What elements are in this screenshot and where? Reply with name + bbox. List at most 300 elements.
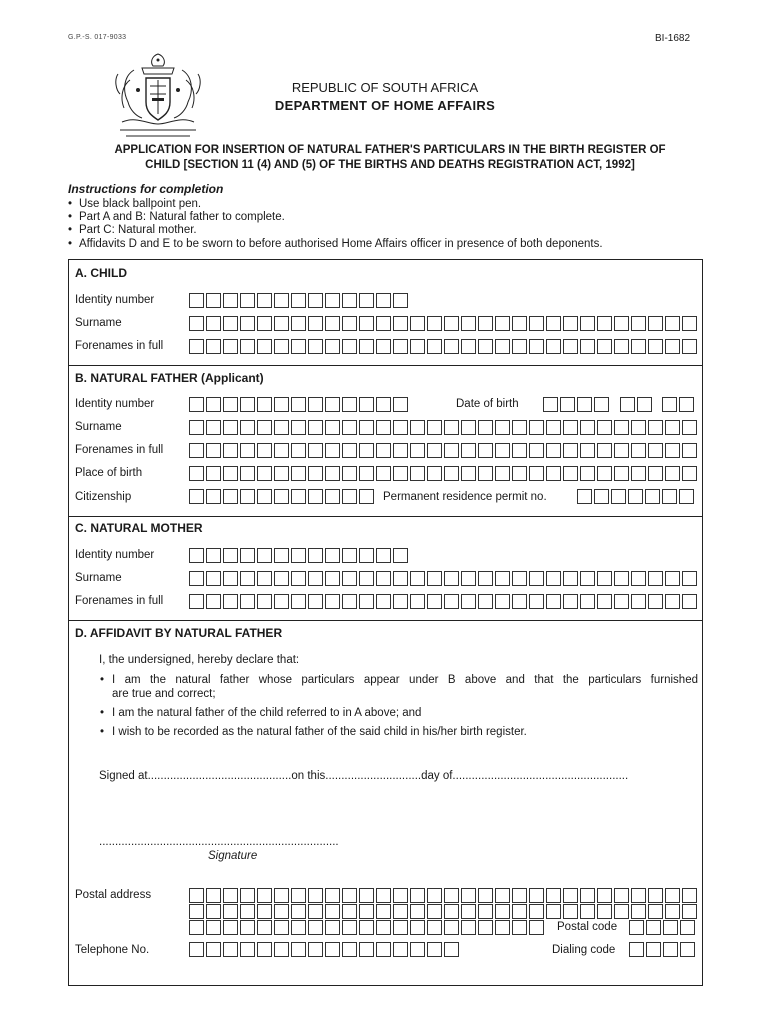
char-box[interactable]: [274, 571, 289, 586]
char-box[interactable]: [427, 904, 442, 919]
char-box[interactable]: [342, 920, 357, 935]
char-box[interactable]: [189, 942, 204, 957]
char-box[interactable]: [342, 420, 357, 435]
char-box[interactable]: [308, 489, 323, 504]
char-box[interactable]: [393, 888, 408, 903]
char-box[interactable]: [308, 888, 323, 903]
char-box[interactable]: [478, 466, 493, 481]
char-box[interactable]: [393, 466, 408, 481]
char-box[interactable]: [682, 339, 697, 354]
char-box[interactable]: [631, 571, 646, 586]
char-box[interactable]: [631, 339, 646, 354]
char-box[interactable]: [206, 594, 221, 609]
char-box[interactable]: [529, 443, 544, 458]
char-box[interactable]: [614, 443, 629, 458]
char-box[interactable]: [410, 904, 425, 919]
char-box[interactable]: [393, 942, 408, 957]
char-box[interactable]: [189, 548, 204, 563]
char-box[interactable]: [665, 339, 680, 354]
char-box[interactable]: [189, 420, 204, 435]
char-box[interactable]: [257, 443, 272, 458]
char-box[interactable]: [444, 594, 459, 609]
char-box[interactable]: [529, 466, 544, 481]
char-box[interactable]: [206, 548, 221, 563]
char-box[interactable]: [665, 466, 680, 481]
char-box[interactable]: [563, 594, 578, 609]
char-box[interactable]: [376, 594, 391, 609]
char-box[interactable]: [563, 443, 578, 458]
char-box[interactable]: [662, 489, 677, 504]
char-box[interactable]: [376, 548, 391, 563]
char-box[interactable]: [291, 466, 306, 481]
signed-at-line[interactable]: Signed at.............................................on this..............................day of.......................................................: [99, 770, 629, 782]
char-box[interactable]: [376, 443, 391, 458]
child-forenames-input[interactable]: [189, 339, 699, 354]
char-box[interactable]: [410, 466, 425, 481]
char-box[interactable]: [359, 888, 374, 903]
char-box[interactable]: [189, 397, 204, 412]
char-box[interactable]: [614, 316, 629, 331]
char-box[interactable]: [240, 942, 255, 957]
char-box[interactable]: [223, 489, 238, 504]
char-box[interactable]: [206, 443, 221, 458]
char-box[interactable]: [274, 397, 289, 412]
char-box[interactable]: [682, 316, 697, 331]
char-box[interactable]: [495, 443, 510, 458]
char-box[interactable]: [257, 316, 272, 331]
char-box[interactable]: [274, 293, 289, 308]
char-box[interactable]: [478, 920, 493, 935]
char-box[interactable]: [206, 920, 221, 935]
char-box[interactable]: [682, 420, 697, 435]
char-box[interactable]: [478, 888, 493, 903]
char-box[interactable]: [563, 904, 578, 919]
char-box[interactable]: [342, 443, 357, 458]
permit-input[interactable]: [577, 489, 696, 504]
char-box[interactable]: [614, 420, 629, 435]
char-box[interactable]: [645, 489, 660, 504]
char-box[interactable]: [427, 942, 442, 957]
char-box[interactable]: [274, 920, 289, 935]
char-box[interactable]: [376, 293, 391, 308]
char-box[interactable]: [308, 420, 323, 435]
char-box[interactable]: [597, 888, 612, 903]
char-box[interactable]: [359, 293, 374, 308]
char-box[interactable]: [291, 339, 306, 354]
char-box[interactable]: [274, 489, 289, 504]
char-box[interactable]: [274, 888, 289, 903]
char-box[interactable]: [646, 942, 661, 957]
char-box[interactable]: [461, 571, 476, 586]
char-box[interactable]: [274, 942, 289, 957]
char-box[interactable]: [376, 942, 391, 957]
char-box[interactable]: [325, 466, 340, 481]
char-box[interactable]: [308, 904, 323, 919]
char-box[interactable]: [206, 466, 221, 481]
char-box[interactable]: [393, 904, 408, 919]
char-box[interactable]: [662, 397, 677, 412]
char-box[interactable]: [444, 888, 459, 903]
char-box[interactable]: [359, 397, 374, 412]
char-box[interactable]: [631, 316, 646, 331]
char-box[interactable]: [444, 571, 459, 586]
char-box[interactable]: [325, 339, 340, 354]
char-box[interactable]: [529, 888, 544, 903]
char-box[interactable]: [665, 888, 680, 903]
char-box[interactable]: [410, 420, 425, 435]
char-box[interactable]: [189, 443, 204, 458]
char-box[interactable]: [478, 571, 493, 586]
char-box[interactable]: [597, 420, 612, 435]
char-box[interactable]: [257, 489, 272, 504]
char-box[interactable]: [291, 571, 306, 586]
char-box[interactable]: [495, 594, 510, 609]
char-box[interactable]: [274, 466, 289, 481]
char-box[interactable]: [597, 339, 612, 354]
char-box[interactable]: [495, 466, 510, 481]
char-box[interactable]: [274, 339, 289, 354]
char-box[interactable]: [546, 420, 561, 435]
mother-forenames-input[interactable]: [189, 594, 699, 609]
char-box[interactable]: [189, 594, 204, 609]
char-box[interactable]: [631, 466, 646, 481]
char-box[interactable]: [611, 489, 626, 504]
char-box[interactable]: [580, 339, 595, 354]
char-box[interactable]: [663, 920, 678, 935]
char-box[interactable]: [376, 466, 391, 481]
char-box[interactable]: [308, 594, 323, 609]
char-box[interactable]: [512, 443, 527, 458]
char-box[interactable]: [563, 571, 578, 586]
char-box[interactable]: [597, 594, 612, 609]
char-box[interactable]: [240, 489, 255, 504]
char-box[interactable]: [444, 443, 459, 458]
char-box[interactable]: [308, 443, 323, 458]
char-box[interactable]: [308, 920, 323, 935]
char-box[interactable]: [682, 888, 697, 903]
char-box[interactable]: [580, 466, 595, 481]
char-box[interactable]: [342, 942, 357, 957]
char-box[interactable]: [648, 420, 663, 435]
char-box[interactable]: [680, 942, 695, 957]
char-box[interactable]: [291, 888, 306, 903]
char-box[interactable]: [376, 316, 391, 331]
char-box[interactable]: [274, 316, 289, 331]
char-box[interactable]: [206, 888, 221, 903]
char-box[interactable]: [257, 942, 272, 957]
char-box[interactable]: [512, 316, 527, 331]
char-box[interactable]: [495, 888, 510, 903]
char-box[interactable]: [291, 904, 306, 919]
char-box[interactable]: [308, 548, 323, 563]
char-box[interactable]: [291, 920, 306, 935]
char-box[interactable]: [393, 443, 408, 458]
char-box[interactable]: [444, 466, 459, 481]
char-box[interactable]: [461, 420, 476, 435]
char-box[interactable]: [427, 888, 442, 903]
char-box[interactable]: [206, 397, 221, 412]
char-box[interactable]: [308, 571, 323, 586]
char-box[interactable]: [529, 594, 544, 609]
char-box[interactable]: [325, 904, 340, 919]
char-box[interactable]: [461, 339, 476, 354]
char-box[interactable]: [393, 397, 408, 412]
char-box[interactable]: [580, 420, 595, 435]
char-box[interactable]: [614, 594, 629, 609]
char-box[interactable]: [206, 942, 221, 957]
char-box[interactable]: [189, 339, 204, 354]
char-box[interactable]: [257, 904, 272, 919]
char-box[interactable]: [427, 594, 442, 609]
char-box[interactable]: [342, 466, 357, 481]
char-box[interactable]: [206, 571, 221, 586]
char-box[interactable]: [410, 920, 425, 935]
char-box[interactable]: [665, 420, 680, 435]
char-box[interactable]: [478, 904, 493, 919]
char-box[interactable]: [427, 443, 442, 458]
char-box[interactable]: [648, 443, 663, 458]
char-box[interactable]: [444, 904, 459, 919]
char-box[interactable]: [631, 420, 646, 435]
char-box[interactable]: [679, 489, 694, 504]
char-box[interactable]: [444, 339, 459, 354]
char-box[interactable]: [359, 420, 374, 435]
char-box[interactable]: [512, 888, 527, 903]
char-box[interactable]: [529, 339, 544, 354]
char-box[interactable]: [308, 293, 323, 308]
char-box[interactable]: [620, 397, 635, 412]
char-box[interactable]: [240, 397, 255, 412]
char-box[interactable]: [257, 594, 272, 609]
char-box[interactable]: [577, 489, 592, 504]
char-box[interactable]: [223, 443, 238, 458]
char-box[interactable]: [325, 571, 340, 586]
char-box[interactable]: [206, 489, 221, 504]
char-box[interactable]: [580, 594, 595, 609]
char-box[interactable]: [393, 339, 408, 354]
char-box[interactable]: [359, 466, 374, 481]
char-box[interactable]: [512, 904, 527, 919]
char-box[interactable]: [629, 920, 644, 935]
char-box[interactable]: [189, 316, 204, 331]
char-box[interactable]: [648, 316, 663, 331]
char-box[interactable]: [376, 339, 391, 354]
char-box[interactable]: [512, 571, 527, 586]
char-box[interactable]: [325, 316, 340, 331]
char-box[interactable]: [512, 466, 527, 481]
char-box[interactable]: [308, 339, 323, 354]
char-box[interactable]: [325, 489, 340, 504]
char-box[interactable]: [614, 339, 629, 354]
char-box[interactable]: [223, 571, 238, 586]
char-box[interactable]: [682, 466, 697, 481]
char-box[interactable]: [257, 888, 272, 903]
char-box[interactable]: [648, 339, 663, 354]
char-box[interactable]: [342, 888, 357, 903]
char-box[interactable]: [308, 397, 323, 412]
char-box[interactable]: [359, 571, 374, 586]
char-box[interactable]: [342, 489, 357, 504]
char-box[interactable]: [291, 489, 306, 504]
char-box[interactable]: [393, 293, 408, 308]
char-box[interactable]: [393, 420, 408, 435]
char-box[interactable]: [257, 548, 272, 563]
char-box[interactable]: [563, 316, 578, 331]
char-box[interactable]: [325, 420, 340, 435]
char-box[interactable]: [580, 904, 595, 919]
char-box[interactable]: [291, 293, 306, 308]
char-box[interactable]: [597, 316, 612, 331]
char-box[interactable]: [257, 571, 272, 586]
char-box[interactable]: [648, 888, 663, 903]
char-box[interactable]: [637, 397, 652, 412]
char-box[interactable]: [665, 571, 680, 586]
char-box[interactable]: [665, 904, 680, 919]
char-box[interactable]: [597, 466, 612, 481]
char-box[interactable]: [563, 339, 578, 354]
char-box[interactable]: [257, 466, 272, 481]
father-birthplace-input[interactable]: [189, 466, 699, 481]
char-box[interactable]: [223, 548, 238, 563]
char-box[interactable]: [410, 594, 425, 609]
father-dob-year-input[interactable]: [543, 397, 611, 412]
char-box[interactable]: [342, 293, 357, 308]
char-box[interactable]: [410, 888, 425, 903]
char-box[interactable]: [512, 594, 527, 609]
char-box[interactable]: [325, 293, 340, 308]
char-box[interactable]: [393, 920, 408, 935]
char-box[interactable]: [342, 571, 357, 586]
char-box[interactable]: [594, 397, 609, 412]
char-box[interactable]: [444, 920, 459, 935]
char-box[interactable]: [427, 339, 442, 354]
char-box[interactable]: [291, 443, 306, 458]
postal-code-input[interactable]: [629, 920, 697, 935]
father-citizenship-input[interactable]: [189, 489, 376, 504]
char-box[interactable]: [274, 904, 289, 919]
char-box[interactable]: [376, 420, 391, 435]
char-box[interactable]: [325, 942, 340, 957]
char-box[interactable]: [478, 316, 493, 331]
char-box[interactable]: [529, 420, 544, 435]
char-box[interactable]: [663, 942, 678, 957]
char-box[interactable]: [393, 571, 408, 586]
char-box[interactable]: [560, 397, 575, 412]
char-box[interactable]: [665, 316, 680, 331]
char-box[interactable]: [376, 888, 391, 903]
telephone-input[interactable]: [189, 942, 461, 957]
char-box[interactable]: [427, 466, 442, 481]
char-box[interactable]: [325, 443, 340, 458]
char-box[interactable]: [410, 339, 425, 354]
char-box[interactable]: [594, 489, 609, 504]
char-box[interactable]: [240, 920, 255, 935]
char-box[interactable]: [206, 293, 221, 308]
char-box[interactable]: [325, 594, 340, 609]
char-box[interactable]: [240, 594, 255, 609]
char-box[interactable]: [648, 904, 663, 919]
char-box[interactable]: [223, 466, 238, 481]
char-box[interactable]: [529, 920, 544, 935]
char-box[interactable]: [342, 548, 357, 563]
char-box[interactable]: [359, 904, 374, 919]
char-box[interactable]: [223, 594, 238, 609]
char-box[interactable]: [546, 316, 561, 331]
char-box[interactable]: [240, 293, 255, 308]
char-box[interactable]: [274, 420, 289, 435]
char-box[interactable]: [546, 466, 561, 481]
char-box[interactable]: [631, 594, 646, 609]
char-box[interactable]: [325, 397, 340, 412]
char-box[interactable]: [359, 548, 374, 563]
char-box[interactable]: [461, 443, 476, 458]
char-box[interactable]: [359, 339, 374, 354]
char-box[interactable]: [359, 443, 374, 458]
char-box[interactable]: [291, 594, 306, 609]
char-box[interactable]: [240, 466, 255, 481]
char-box[interactable]: [495, 571, 510, 586]
father-forenames-input[interactable]: [189, 443, 699, 458]
postal-address-input-2[interactable]: [189, 904, 699, 919]
mother-identity-input[interactable]: [189, 548, 410, 563]
char-box[interactable]: [342, 397, 357, 412]
char-box[interactable]: [359, 316, 374, 331]
char-box[interactable]: [546, 888, 561, 903]
char-box[interactable]: [393, 316, 408, 331]
char-box[interactable]: [376, 397, 391, 412]
char-box[interactable]: [461, 316, 476, 331]
char-box[interactable]: [189, 904, 204, 919]
char-box[interactable]: [682, 904, 697, 919]
char-box[interactable]: [495, 904, 510, 919]
char-box[interactable]: [461, 466, 476, 481]
char-box[interactable]: [529, 904, 544, 919]
char-box[interactable]: [577, 397, 592, 412]
char-box[interactable]: [648, 594, 663, 609]
char-box[interactable]: [274, 443, 289, 458]
char-box[interactable]: [189, 888, 204, 903]
char-box[interactable]: [240, 316, 255, 331]
char-box[interactable]: [614, 904, 629, 919]
char-box[interactable]: [648, 466, 663, 481]
char-box[interactable]: [478, 339, 493, 354]
char-box[interactable]: [359, 942, 374, 957]
char-box[interactable]: [342, 594, 357, 609]
char-box[interactable]: [461, 594, 476, 609]
char-box[interactable]: [597, 904, 612, 919]
dialing-code-input[interactable]: [629, 942, 697, 957]
char-box[interactable]: [240, 443, 255, 458]
char-box[interactable]: [393, 548, 408, 563]
char-box[interactable]: [614, 888, 629, 903]
char-box[interactable]: [512, 920, 527, 935]
char-box[interactable]: [376, 904, 391, 919]
char-box[interactable]: [376, 920, 391, 935]
char-box[interactable]: [614, 571, 629, 586]
char-box[interactable]: [495, 339, 510, 354]
char-box[interactable]: [359, 489, 374, 504]
char-box[interactable]: [580, 888, 595, 903]
char-box[interactable]: [257, 293, 272, 308]
char-box[interactable]: [427, 316, 442, 331]
char-box[interactable]: [291, 316, 306, 331]
char-box[interactable]: [628, 489, 643, 504]
char-box[interactable]: [631, 904, 646, 919]
char-box[interactable]: [257, 397, 272, 412]
char-box[interactable]: [546, 904, 561, 919]
char-box[interactable]: [189, 920, 204, 935]
char-box[interactable]: [461, 888, 476, 903]
